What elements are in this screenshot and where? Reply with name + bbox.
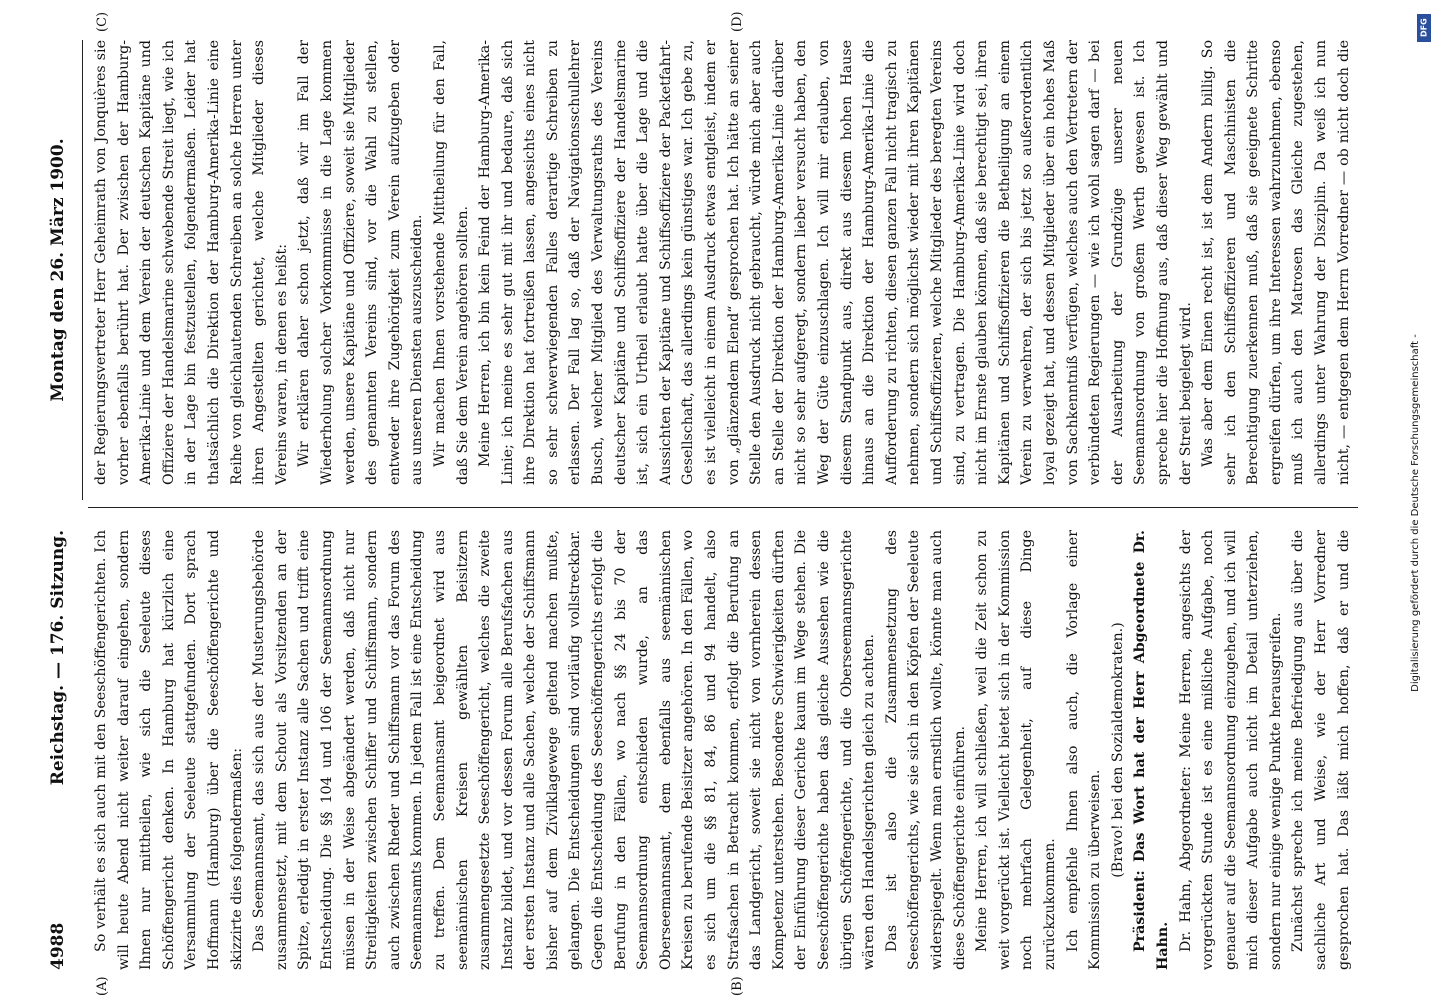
quoted-paragraph: Das Seemannsamt, das sich aus der Musterungsbehörde zusammensetzt, mit dem Schout als Vorsitzenden an der Spitze, erledigt in erster Instanz alle Sachen und trifft eine Entscheidung. Die §§ 104 und 106 der Seemannsordnung müssen in der Weise abgeändert werden, daß nicht nur Streitigkeiten zwischen Schiffer und Schiffsmann, sondern auch zwischen Rheder und Schiffsmann vor das Forum des Seemannsamts kommen. In jedem Fall ist eine Entscheidung zu treffen. Dem Seemannsamt beigeordnet wird aus seemännischen Kreisen gewählten Beisitzern zusammengesetzte Seeschöffengericht, welches die zweite Instanz bildet, und vor dessen Forum alle Berufsfachen aus der ersten Instanz und alle Sachen, welche der Schiffsmann bisher auf dem Zivilklagewege geltend machen mußte, gelangen. Die Entscheidungen sind vorläufig vollstreckbar. Gegen die Entscheidung des Seeschöffengerichts erfolgt die Berufung in den Fällen, wo nach §§ 24 bis 70 der Seemannsordnung entschieden wurde, an das Oberseemannsamt, dem ebenfalls aus seemännischen Kreisen zu berufende Beisitzer angehören. In den Fällen, wo es sich um die §§ 81, 84, 86 und 94 handelt, also Strafsachen in Betracht kommen, erfolgt die Berufung an das Landgericht, soweit sie nicht von vornherein dessen Kompetenz unterstehen. Besondere Schwierigkeiten dürften der Einführung dieser Gerichte kaum im Wege stehen. Die Seeschöffengerichte haben das gleiche Aussehen wie die übrigen Schöffengerichte, und die Oberseemannsgerichte wären den Handelsgerichten gleich zu achten. — [251, 530, 878, 970]
page-header — [48, 0, 78, 1000]
paragraph: der Regierungsvertreter Herr Geheimrath von Jonquières sie vorher ebenfalls berührt hat. Der zwischen der Hamburg-Amerika-Linie und dem Verein der deutschen Kapitäne und Offiziere der Handelsmarine schwebende Streit liegt, wie ich in der Lage bin festzustellen, folgendermaßen. Leider hat thatsächlich die Direktion der Hamburg-Amerika-Linie eine Reihe von gleichlautenden Schreiben an solche Herren unter ihren Angestellten gerichtet, welche Mitglieder dieses Vereins waren, in denen es heißt: — [93, 40, 290, 485]
paragraph: Meine Herren, ich will schließen, weil die Zeit schon zu weit vorgerückt ist. Vielleicht bietet sich in der Kommission noch mehrfach Gelegenheit, auf diese Dinge zurückzukommen. — [974, 530, 1058, 970]
session-date: Montag den 26. März 1900. — [48, 138, 68, 402]
paragraph: Was aber dem Einen recht ist, ist dem Andern billig. So sehr ich den Schiffsoffizieren und Maschinisten die Berechtigung zuerkennen muß, daß sie geeignete Schritte ergreifen dürfen, um ihre Interessen wahrzunehmen, ebenso muß ich auch den Matrosen das Gleiche zugestehen, allerdings unter Wahrung der Disziplin. Da weiß ich nun nicht, — entgegen dem Herrn Vorredner — ob nicht doch die — [1200, 40, 1352, 485]
margin-letter-b: (B) — [730, 976, 745, 996]
dfg-logo: DFG — [1417, 14, 1431, 42]
left-text-column — [90, 530, 1355, 970]
paragraph: Das ist also die Zusammensetzung des Seeschöffengerichts, wie sie sich in den Köpfen der Seeleute widerspiegelt. Wenn man ernstlich wollte, könnte man auch diese Schöffengerichte einführen. — [883, 530, 968, 970]
column-divider — [88, 507, 1358, 508]
paragraph: Meine Herren, ich bin kein Feind der Hamburg-Amerika-Linie; ich meine es sehr gut mit ihr und bedaure, daß sich ihre Direktion hat fortreißen lassen, angesichts eines nicht so sehr schwerwiegenden Falles derartige Schreiben zu erlassen. Der Fall lag so, daß der Navigationsschullehrer Busch, welcher Mitglied des Verwaltungsraths des Vereins deutscher Kapitäne und Schiffsoffiziere der Handelsmarine ist, sich ein Urtheil erlaubt hatte über die Lage und die Aussichten der Kapitäne und Schiffsoffiziere der Packetfahrt-Gesellschaft, das allerdings kein günstiges war. Ich gebe zu, es ist vielleicht in einem Ausdruck etwas entgleist, indem er von „glänzendem Elend“ gesprochen hat. Ich hätte an seiner Stelle den Ausdruck nicht gebraucht, würde mich aber auch an Stelle der Direktion der Hamburg-Amerika-Linie darüber nicht so sehr aufgeregt, sondern lieber versucht haben, den Weg der Güte einzuschlagen. Ich will mir erlauben, von diesem Standpunkt aus, direkt aus diesem hohen Hause hinaus an die Direktion der Hamburg-Amerika-Linie die Aufforderung zu richten, diesen ganzen Fall nicht tragisch zu nehmen, sondern sich möglichst wieder mit ihren Kapitänen und Schiffsoffizieren, welche Mitglieder des beregten Vereins sind, zu vertragen. Die Hamburg-Amerika-Linie wird doch nicht im Ernste glauben können, daß sie berechtigt sei, ihren Kapitänen und Schiffsoffizieren die Betheiligung an einem Verein zu verwehren, der sich bis jetzt so außerordentlich loyal gezeigt hat, und dessen Mitglieder über ein hohes Maß von Sachkenntniß verfügen, welches auch den Vertretern der verbündeten Regierungen — wie ich wohl sagen darf — bei der Ausarbeitung der Grundzüge unserer neuen Seemannsordnung von großem Werth gewesen ist. Ich spreche hier die Hoffnung aus, daß dieser Weg gewählt und der Streit beigelegt wird. — [477, 40, 1194, 485]
header-rule — [82, 40, 83, 500]
quoted-paragraph: Wir machen Ihnen vorstehende Mittheilung für den Fall, daß Sie dem Verein angehören sollten. — [431, 40, 471, 485]
right-text-column — [90, 40, 1355, 485]
margin-letter-d: (D) — [730, 11, 745, 32]
digitization-credit: Digitalisierung gefördert durch die Deutsche Forschungsgemeinschaft - — [1410, 334, 1421, 692]
paragraph: Ich empfehle Ihnen also auch, die Vorlage einer Kommission zu überweisen. — [1064, 530, 1104, 970]
quoted-paragraph: Wir erklären daher schon jetzt, daß wir im Fall der Wiederholung solcher Vorkommnisse in die Lage kommen werden, unsere Kapitäne und Offiziere, soweit sie Mitglieder des genannten Vereins sind, vor die Wahl zu stellen, entweder ihre Zugehörigkeit zum Verein aufzugeben oder aus unseren Diensten auszuscheiden. — [296, 40, 426, 485]
speaker-paragraph: Dr. Hahn, Abgeordneter: Meine Herren, angesichts der vorgerückten Stunde ist es eine mißliche Aufgabe, noch genauer auf die Seemannsordnung einzugehen, und ich will mich dieser Aufgabe auch nicht im Detail unterziehen, sondern nur einige wenige Punkte herausgreifen. — [1177, 530, 1284, 970]
margin-letter-c: (C) — [95, 11, 110, 32]
page-number: 4988 — [48, 922, 68, 970]
session-title: Reichstag. — 176. Sitzung. — [48, 530, 68, 786]
paragraph: Zunächst spreche ich meine Befriedigung aus über die sachliche Art und Weise, wie der Herr Vorredner gesprochen hat. Das läßt mich hoffen, daß er und die — [1290, 530, 1352, 970]
paragraph: So verhält es sich auch mit den Seeschöffengerichten. Ich will heute Abend nicht weiter darauf eingehen, sondern Ihnen nur mittheilen, wie sich die Seeleute dieses Schöffengericht denken. In Hamburg hat kürzlich eine Versammlung der Seeleute stattgefunden. Dort sprach Hoffmann (Hamburg) über die Seeschöffengerichte und skizzirte dies folgendermaßen: — [93, 530, 245, 970]
digitization-sidebar — [1410, 8, 1434, 998]
margin-letter-a: (A) — [95, 976, 110, 996]
applause-note: (Bravo! bei den Sozialdemokraten.) — [1109, 622, 1126, 878]
president-speaker-line: Präsident: Das Wort hat der Herr Abgeordnete Dr. Hahn. — [1132, 530, 1171, 970]
